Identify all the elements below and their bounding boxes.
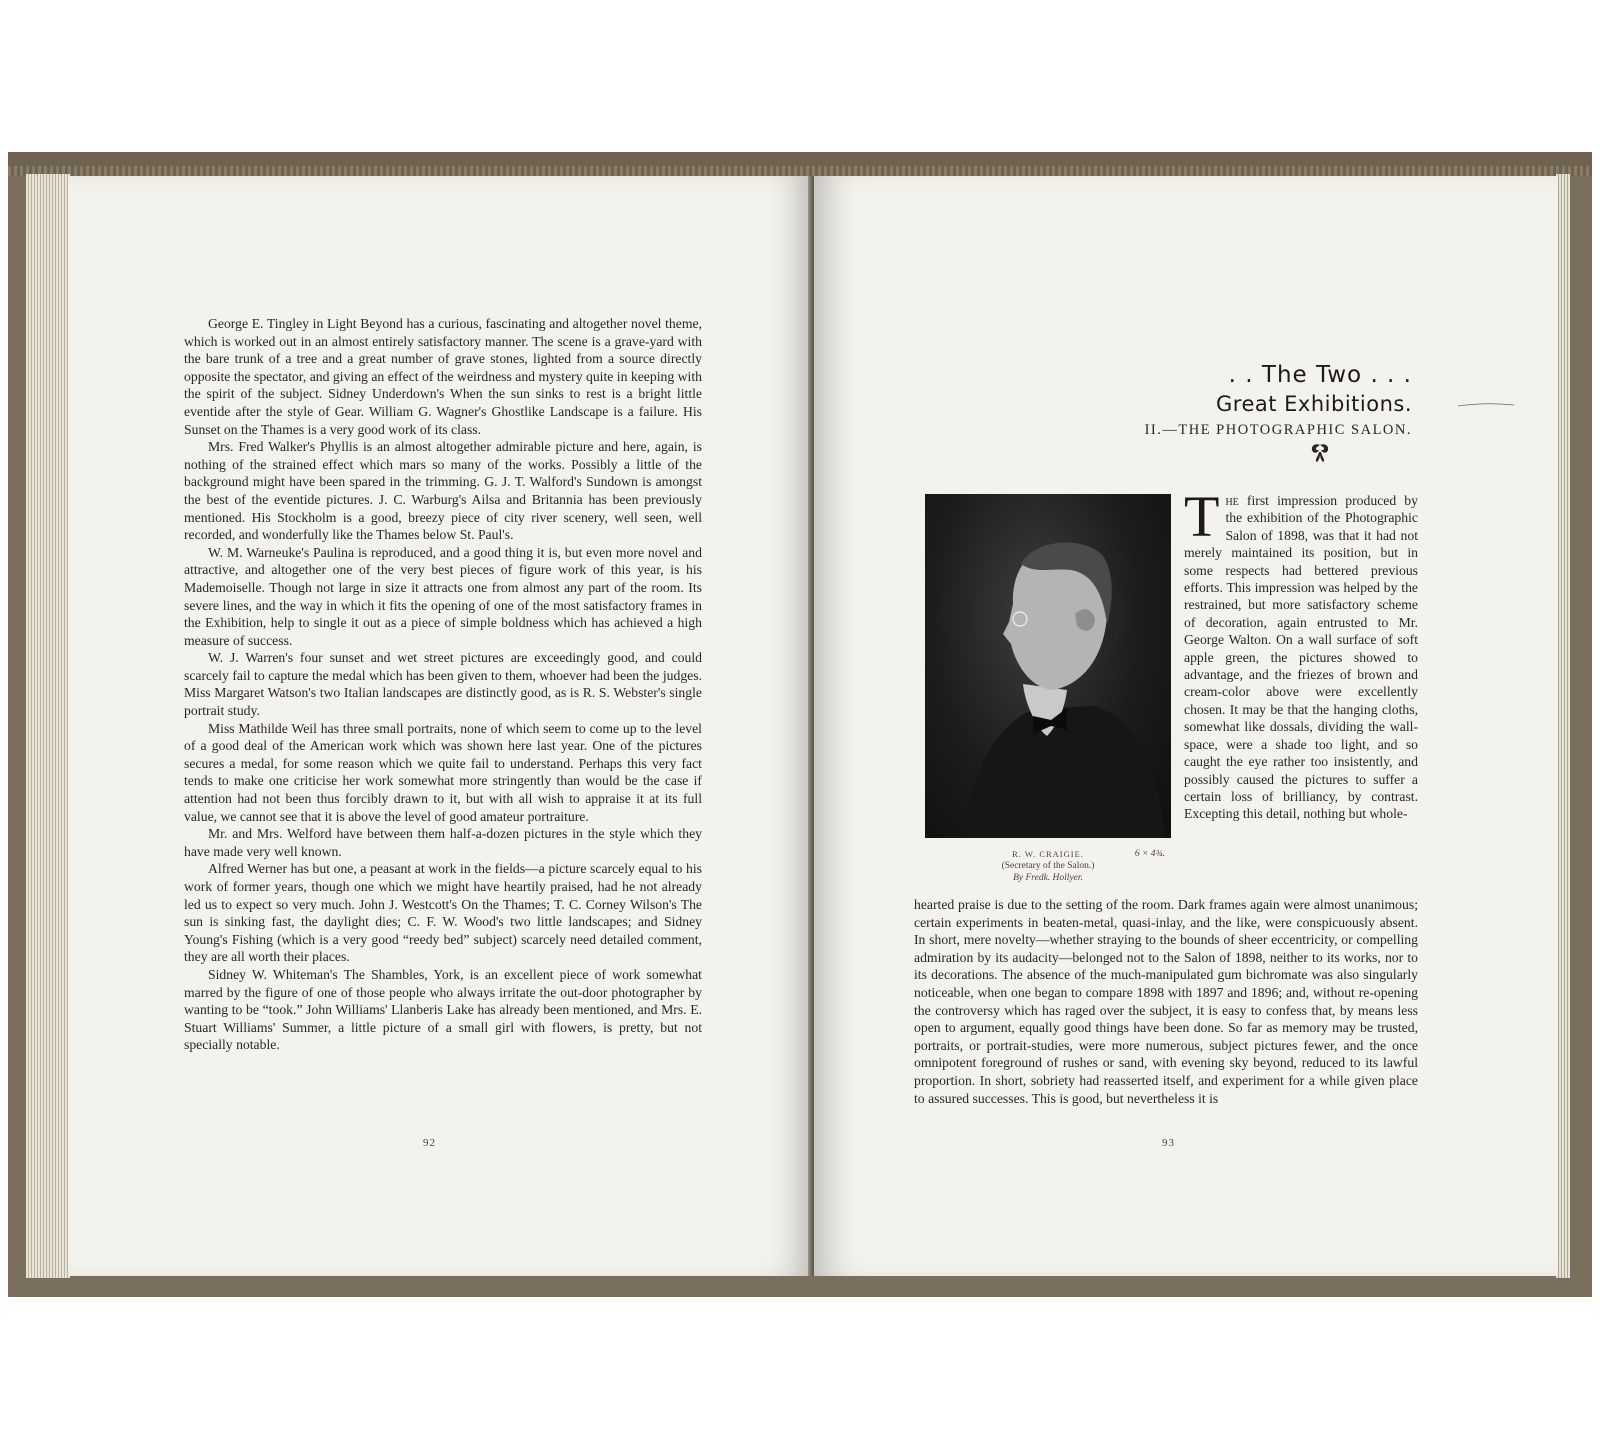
drop-cap-rest: he [1225,493,1239,508]
paragraph: Alfred Werner has but one, a peasant at work in the fields—a picture scarcely equal to his work of former years, though one which we might have heartily praised, had he not already led us to expect so very much. John J. Westcott's On the Thames; T. C. Corney Wilson's The sun is sinking fast, the daylight dies; C. F. W. Wood's two little landscapes; and Sidney Young's Fishing (which is a very good “reedy bed” subject) scarcely need detailed comment, they are all worth their places. [184,861,702,965]
opening-text: first impression produced by the exhibition of the Photographic Salon of 1898, was that it had not merely maintained its position, but in some respects had bettered previous efforts. This impression was helped by the restrained, but more satisfactory scheme of decoration, again entrusted to Mr. George Walton. On a wall surface of soft apple green, the pictures showed to advantage, and the friezes of brown and cream-color above were excellently chosen. It may be that the hanging cloths, somewhat like dossals, dividing the wall-space, were a shade too light, and so caught the eye rather too insistently, and possibly caused the pictures to suffer a certain loss of brilliancy, by contrast. Excepting this detail, nothing but whole- [1184,493,1418,822]
left-page-text [184,315,702,1054]
chapter-title-line-2: Great Exhibitions. [1216,392,1412,416]
paragraph: Sidney W. Whiteman's The Shambles, York, is an excellent piece of work somewhat marred by the figure of one of those people who always irritate the out-door photographer by wanting to be “took.” John Williams' Llanberis Lake has already been mentioned, and Mrs. E. Stuart Williams' Summer, a little picture of a small girl with flowers, is pretty, but not specially notable. [184,966,702,1053]
caption-dimensions: 6 × 4¾. [1134,849,1165,859]
right-full-text [914,896,1418,1107]
caption-credit: By Fredk. Hollyer. [1013,873,1083,883]
paragraph: W. J. Warren's four sunset and wet street pictures are exceedingly good, and could scarcely fail to capture the medal which has been given to them, whoever had been the judges. Miss Margaret Watson's two Italian landscapes are distinctly good, as is R. S. Webster's single portrait study. [184,650,702,719]
page-number-left: 92 [423,1137,436,1149]
fleuron-icon [1308,442,1332,464]
right-column-text [1184,484,1418,823]
page-edges-right [1556,174,1570,1278]
caption-name: R. W. CRAIGIE. [1012,849,1084,859]
page-edges-left [26,174,70,1278]
chapter-subtitle: II.—THE PHOTOGRAPHIC SALON. [1144,422,1412,438]
portrait-photo [925,494,1171,838]
continuation-paragraph: hearted praise is due to the setting of the room. Dark frames again were almost unanimous; certain experiments in beaten-metal, quasi-inlay, and the like, were conspicuously absent. In short, mere novelty—whether straying to the bounds of sheer eccentricity, or compelling admiration by its audacity—belonged not to the Salon of 1898, neither to its works, nor to its decorations. The absence of the much-manipulated gum bichromate was also singularly noticeable, when one began to compare 1898 with 1897 and 1896; and, without re-opening the controversy which has raged over the subject, it is easy to confess that, by means less open to argument, equally good things have been done. So far as memory may be trusted, portraits, or portrait-studies, were more numerous, subject pictures fewer, and the once omnipotent foreground of rushes or sand, with evening sky beyond, reduced to its lawful proportion. In short, sobriety had reasserted itself, and experiment for a while given place to assured successes. This is good, but nevertheless it is [914,897,1418,1106]
caption-role: (Secretary of the Salon.) [1001,861,1095,871]
paragraph: George E. Tingley in Light Beyond has a curious, fascinating and altogether novel theme, which is worked out in an almost entirely satisfactory manner. The scene is a grave-yard with the bare trunk of a tree and a great number of grave stones, lighted from a source directly opposite the spectator, and giving an effect of the weirdness and mystery quite in keeping with the spirit of the subject. Sidney Underdown's When the sun sinks to rest is a bright little eventide after the style of Gear. William G. Wagner's Ghostlike Landscape is a failure. His Sunset on the Thames is a very good work of its class. [184,316,702,437]
paragraph: Mr. and Mrs. Welford have between them half-a-dozen pictures in the style which they have made very well known. [184,826,702,859]
paragraph: W. M. Warneuke's Paulina is reproduced, and a good thing it is, but even more novel and attractive, and altogether one of the very best pieces of figure work of this year, is his Mademoiselle. Though not large in size it attracts one from almost any part of the room. Its severe lines, and the way in which it fits the opening of one of the most satisfactory frames in the Exhibition, help to single it out as a piece of simple boldness which has achieved a high measure of success. [184,544,702,648]
paragraph: Miss Mathilde Weil has three small portraits, none of which seem to come up to the level of a good deal of the American work which was shown here last year. One of the pictures secures a medal, for some reason which we quite fail to understand. Perhaps this very fact tends to make one criticise her work somewhat more stringently than would be the case if attention had not been thus forcibly drawn to it, but with all wish to appraise it at its full value, we cannot see that it is above the level of good amateur portraiture. [184,720,702,824]
opening-paragraph [1184,484,1418,823]
drop-cap: T [1184,484,1220,549]
portrait-figure [925,494,1171,838]
ornament-line-icon [1458,402,1514,408]
right-page [814,176,1558,1276]
chapter-title-line-1: . . The Two . . . [1228,362,1412,388]
paragraph: Mrs. Fred Walker's Phyllis is an almost altogether admirable picture and here, again, is nothing of the strained effect which mars so many of the works. Possibly a little of the background might have been spared in the trimming. G. J. T. Walford's Sundown is amongst the best of the eventide pictures. J. C. Warburg's Ailsa and Britannia has been previously mentioned. His Stockholm is a good, breezy piece of city river scenery, well seen, well recorded, and wonderfully like the Thames below St. Paul's. [184,439,702,543]
photo-caption [925,848,1171,884]
left-page [68,176,812,1276]
page-number-right: 93 [1162,1137,1175,1149]
